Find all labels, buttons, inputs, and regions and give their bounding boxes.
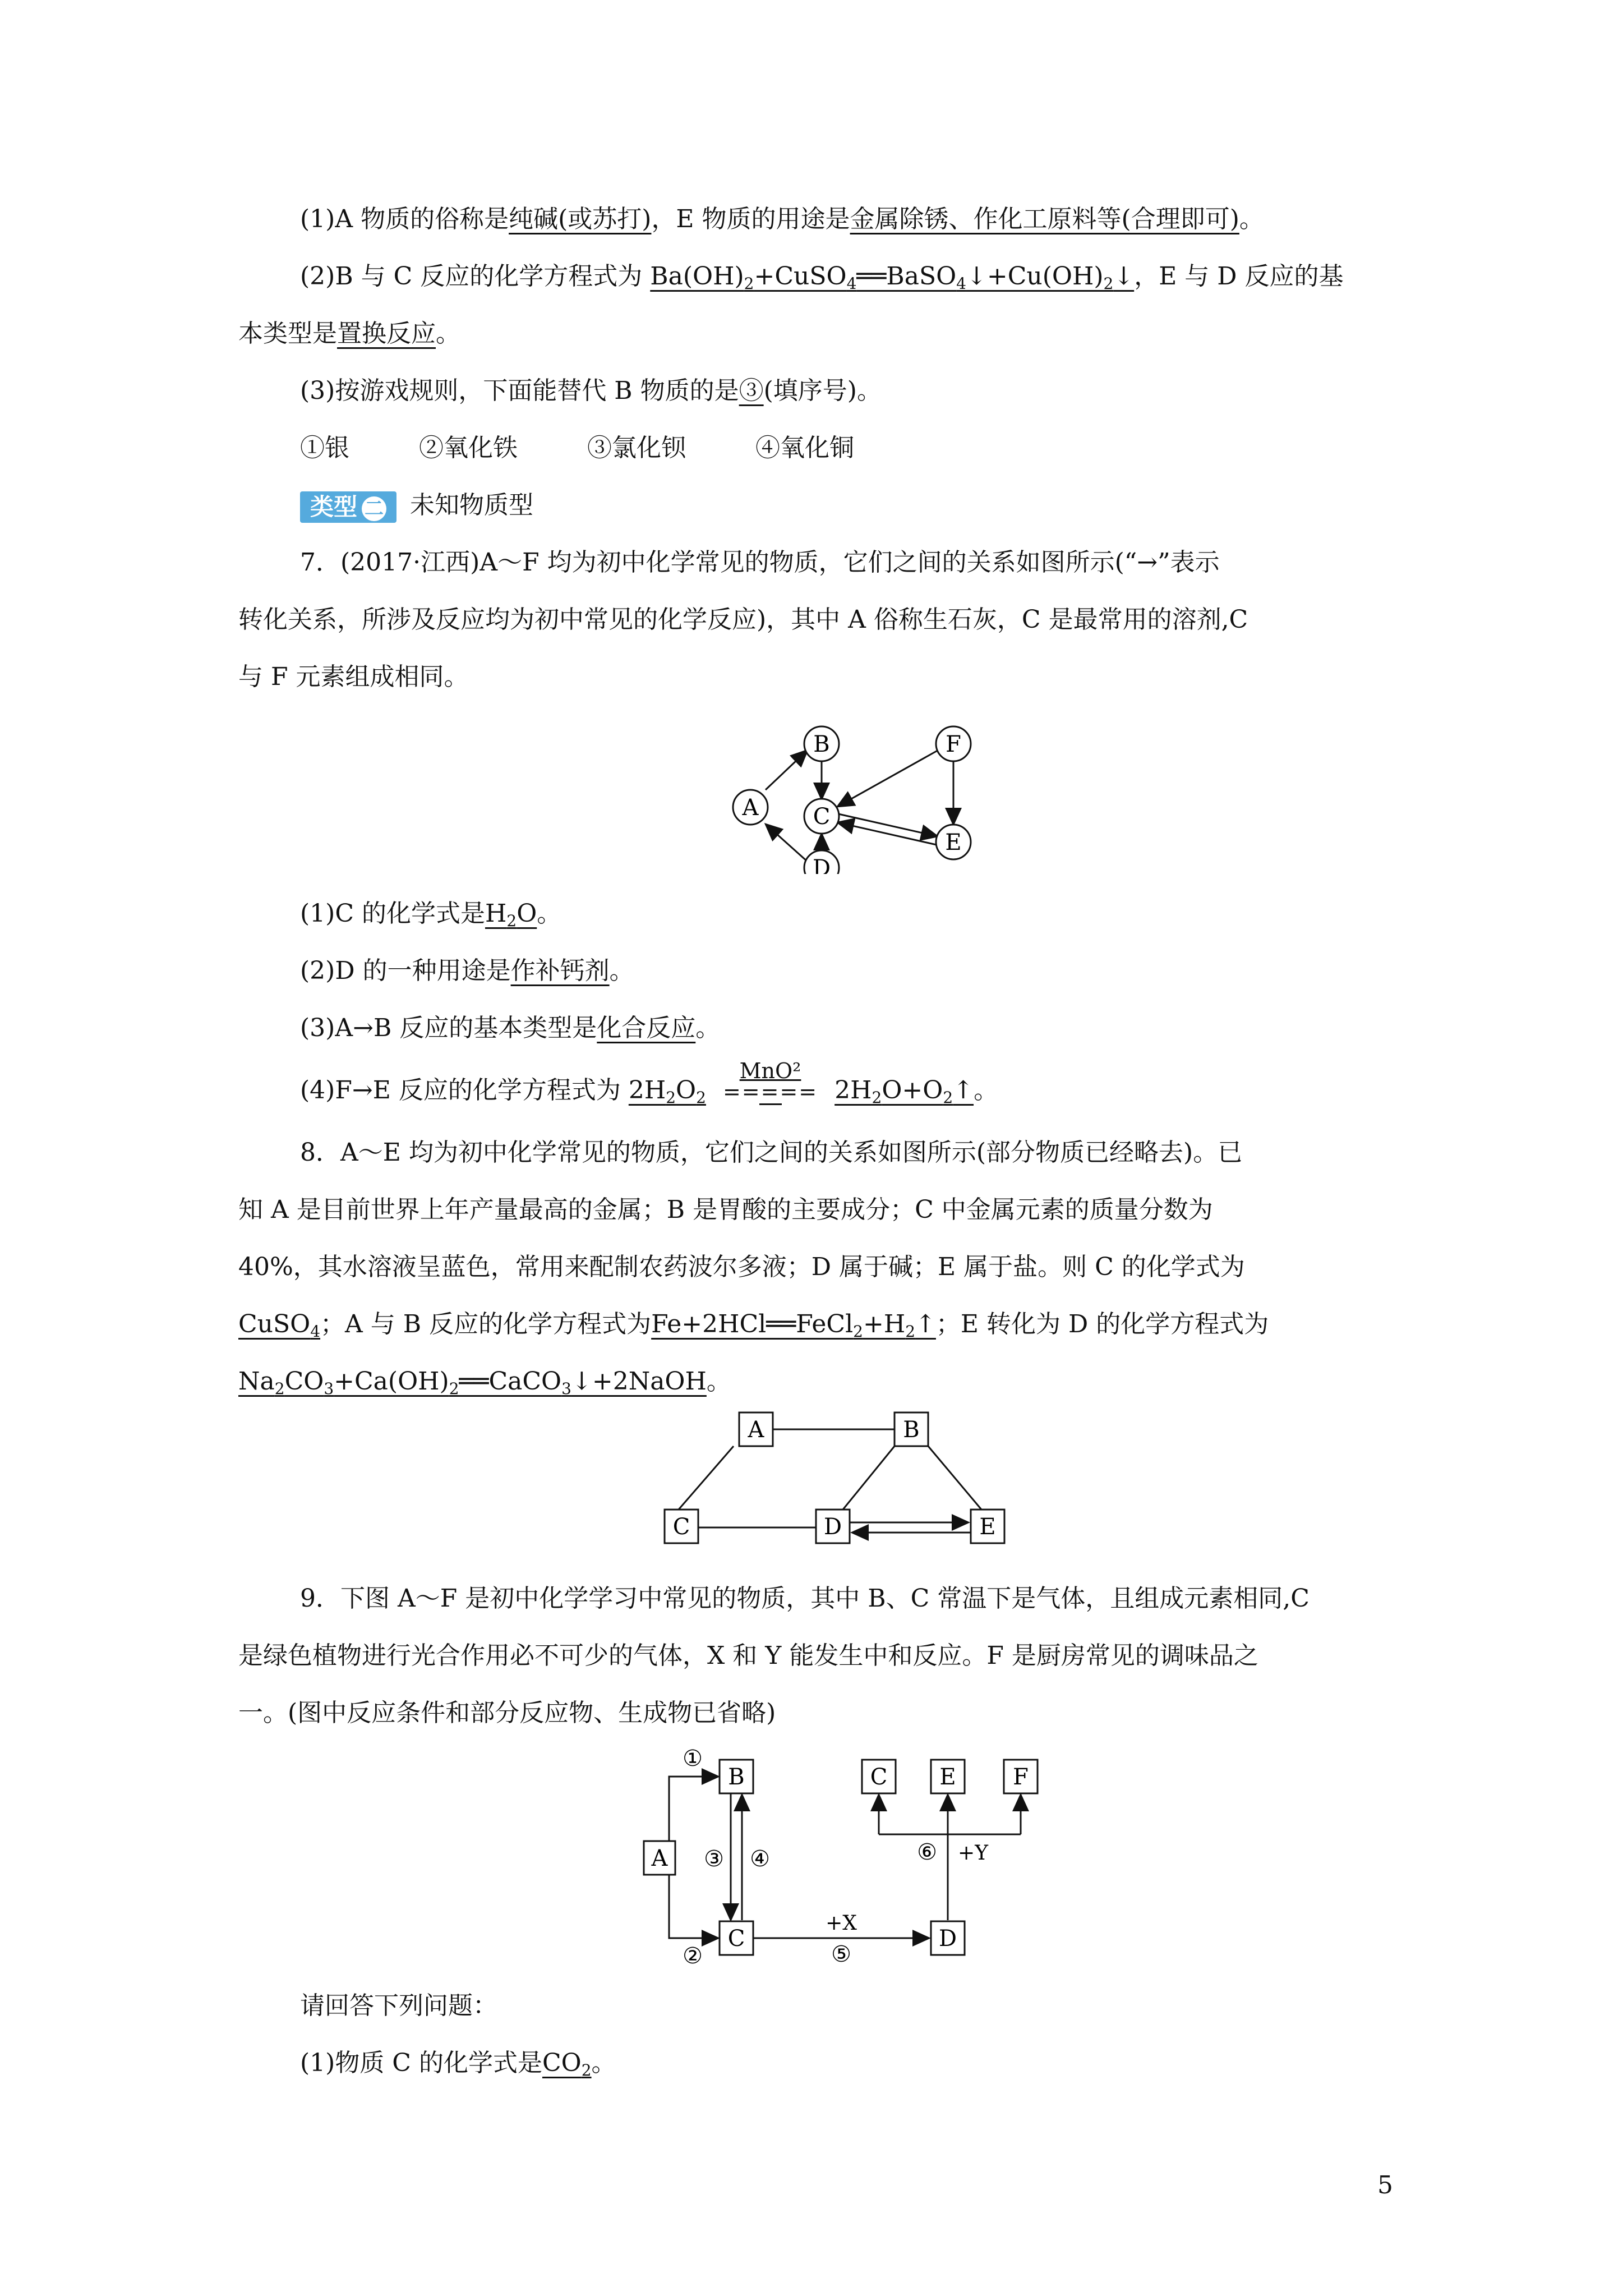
q7-stem-1: 7．(2017·江西)A～F 均为初中化学常见的物质，它们之间的关系如图所示(“→”表示 (300, 548, 1220, 577)
node-e (936, 825, 971, 859)
type-badge (300, 491, 396, 523)
answer-blank (651, 1310, 936, 1341)
edge-d-a (766, 824, 808, 862)
eq-part: ↑ (953, 1076, 974, 1105)
eq-part: 2H (834, 1076, 872, 1105)
q7-answer-4 (238, 1057, 1394, 1124)
eq-sub: 2 (696, 1088, 706, 1107)
q7-stem-3: 与 F 元素组成相同。 (238, 662, 469, 691)
label-5: ⑤ (831, 1941, 851, 1966)
text: (2)B 与 C 反应的化学方程式为 (300, 262, 643, 291)
eq-part: O+O (882, 1076, 943, 1105)
text: 。 (591, 2049, 616, 2077)
text: 。 (436, 319, 460, 348)
eq-sub: 4 (310, 1322, 321, 1341)
node-d (804, 850, 839, 874)
node-label: B (813, 731, 830, 757)
text: (1)A 物质的俗称是 (300, 205, 509, 233)
label-1: ① (683, 1746, 703, 1772)
text: 。 (974, 1076, 999, 1105)
eq-part: ══BaSO (856, 262, 957, 291)
text: 本类型是 (238, 319, 337, 348)
eq-part: O (676, 1076, 697, 1105)
type-header (238, 477, 1394, 534)
q8-relation-graph (238, 1410, 1394, 1559)
node-label: F (1013, 1764, 1029, 1790)
text: (2)D 的一种用途是 (300, 956, 511, 985)
answer-blank: 纯碱(或苏打) (509, 205, 652, 233)
eq-part: Fe+2HCl══FeCl (651, 1310, 854, 1338)
node-label: E (979, 1514, 996, 1540)
page-number: 5 (1377, 2171, 1393, 2200)
node-label: A (742, 795, 759, 821)
text: (3)A→B 反应的基本类型是 (300, 1014, 597, 1042)
node-c (665, 1510, 698, 1543)
node-label: B (728, 1764, 745, 1790)
eq-sub: 2 (744, 274, 754, 293)
label-plus-y: +Y (958, 1842, 988, 1865)
answer-blank (485, 899, 537, 928)
node-label: E (945, 830, 962, 855)
q7-relation-graph (238, 706, 1394, 874)
q8-stem-1: 8．A～E 均为初中化学常见的物质，它们之间的关系如图所示(部分物质已经略去)。已 (300, 1138, 1243, 1167)
eq-part: CO (542, 2049, 582, 2077)
label-plus-x: +X (826, 1912, 857, 1935)
answer-blank: 作补钙剂 (510, 956, 610, 985)
eq-sub: 2 (1103, 274, 1114, 293)
node-label: F (946, 731, 961, 757)
eq-sub: 3 (324, 1379, 334, 1398)
eq-sub: 2 (853, 1322, 863, 1341)
eq-sign: ===== (722, 1079, 818, 1104)
badge-number: 二 (362, 496, 386, 521)
node-a (733, 790, 768, 825)
answer-blank: 化合反应 (597, 1014, 696, 1042)
node-e (971, 1510, 1004, 1543)
eq-sub: 2 (666, 1088, 676, 1107)
eq-sub: 2 (449, 1379, 459, 1398)
node-label: C (870, 1764, 888, 1790)
eq-part: CO (284, 1367, 324, 1396)
type-title: 未知物质型 (410, 491, 534, 519)
q6-answer-3 (238, 362, 1394, 420)
q8-stem-4 (238, 1296, 1394, 1353)
text: ；E 转化为 D 的化学方程式为 (935, 1310, 1269, 1338)
edge-b-d (843, 1446, 895, 1510)
q8-stem-3: 40%，其水溶液呈蓝色，常用来配制农药波尔多液；D 属于碱；E 属于盐。则 C 的化学式为 (238, 1253, 1245, 1281)
text: 。 (609, 956, 634, 985)
eq-part: +H (863, 1310, 906, 1338)
eq-sub: 3 (561, 1379, 571, 1398)
eq-part: Na (238, 1367, 275, 1396)
answer-blank: 置换反应 (337, 319, 436, 348)
eq-left (629, 1076, 706, 1105)
text: ；A 与 B 反应的化学方程式为 (320, 1310, 652, 1338)
option: ①银 (300, 434, 349, 462)
node-label: D (823, 1514, 842, 1540)
answer-blank (238, 1310, 321, 1341)
edge-b-e (928, 1446, 981, 1510)
eq-sub: 2 (581, 2061, 592, 2079)
label-4: ④ (750, 1846, 770, 1872)
eq-part: O (517, 899, 537, 928)
node-b (895, 1412, 928, 1446)
page-content (238, 191, 1394, 2092)
node-label: C (813, 804, 831, 830)
text: 。 (1239, 205, 1264, 233)
eq-part: +Ca(OH) (334, 1367, 449, 1396)
text: (填序号)。 (763, 376, 882, 405)
node-f (1004, 1760, 1038, 1793)
option: ③氯化钡 (587, 434, 686, 462)
q9-stem-1: 9．下图 A～F 是初中化学学习中常见的物质，其中 B、C 常温下是气体，且组成元素相同,C (300, 1584, 1310, 1613)
eq-part: CuSO (238, 1310, 311, 1338)
option: ②氧化铁 (419, 434, 518, 462)
answer-blank (238, 1367, 707, 1396)
text: (1)C 的化学式是 (300, 899, 485, 928)
node-b (720, 1760, 753, 1793)
eq-sub: 4 (846, 274, 857, 293)
eq-part: Ba(OH) (650, 262, 744, 291)
eq-part: 2H (628, 1076, 666, 1105)
q7-stem-2: 转化关系，所涉及反应均为初中常见的化学反应)，其中 A 俗称生石灰，C 是最常用的溶剂,C (238, 605, 1248, 634)
eq-sub: 2 (905, 1322, 916, 1341)
node-a (739, 1412, 773, 1446)
q9-relation-graph (238, 1742, 1394, 1966)
node-a (644, 1841, 675, 1875)
eq-right (834, 1076, 974, 1105)
eq-part: H (485, 899, 507, 928)
edge-a-b (669, 1777, 718, 1841)
node-d (816, 1510, 850, 1543)
eq-part: ↓+Cu(OH) (966, 262, 1104, 291)
node-f (936, 726, 971, 761)
eq-part: ↑ (915, 1310, 936, 1338)
catalyst-label: MnO² (739, 1059, 801, 1083)
eq-part: ══CaCO (459, 1367, 562, 1396)
eq-sub: 2 (943, 1088, 953, 1107)
node-label: A (748, 1417, 764, 1443)
text: 。 (695, 1014, 721, 1042)
answer-blank: ③ (739, 376, 764, 405)
node-label: C (727, 1926, 745, 1952)
eq-sub: 2 (506, 912, 517, 930)
text: ，E 物质的用途是 (651, 205, 850, 233)
equation-answer (650, 262, 1134, 291)
text: (3)按游戏规则，下面能替代 B 物质的是 (300, 376, 739, 405)
text: 。 (706, 1367, 731, 1396)
q8-diagram (238, 1410, 1394, 1559)
q7-answer-3 (238, 1000, 1394, 1057)
option: ④氧化铜 (755, 434, 854, 462)
q8-stem-5 (238, 1353, 1394, 1410)
text: (4)F→E 反应的化学方程式为 (300, 1076, 621, 1105)
label-2: ② (683, 1943, 703, 1966)
label-6: ⑥ (917, 1839, 937, 1865)
node-e (931, 1760, 965, 1793)
edge-a-c (669, 1875, 718, 1938)
edge-f-c (837, 749, 940, 807)
node-label: D (938, 1926, 957, 1952)
node-c (720, 1921, 753, 1955)
q6-answer-2 (238, 248, 1394, 305)
q6-answer-1 (238, 191, 1394, 248)
badge-label: 类型 (310, 493, 358, 521)
node-label: E (939, 1764, 956, 1790)
q9-diagram (238, 1742, 1394, 1966)
node-label: A (651, 1846, 668, 1871)
eq-part: ↓+2NaOH (571, 1367, 707, 1396)
q6-options (238, 420, 1394, 477)
text: ，E 与 D 反应的基 (1134, 262, 1344, 291)
node-label: D (812, 855, 831, 874)
node-c (804, 799, 839, 834)
q8-stem-2: 知 A 是目前世界上年产量最高的金属；B 是胃酸的主要成分；C 中金属元素的质量分数为 (238, 1195, 1213, 1224)
answer-blank: 金属除锈、作化工原料等(合理即可) (850, 205, 1239, 233)
q7-answer-2 (238, 942, 1394, 1000)
node-label: B (903, 1417, 920, 1443)
answer-blank (542, 2049, 592, 2077)
eq-sub: 2 (872, 1088, 882, 1107)
edge-a-c (679, 1446, 734, 1510)
text: 。 (537, 899, 562, 928)
q9-answer-1 (238, 2035, 1394, 2092)
eq-part: +CuSO (754, 262, 847, 291)
edge-a-b (766, 750, 808, 790)
q7-answer-1 (238, 885, 1394, 942)
eq-sub: 2 (274, 1379, 285, 1398)
node-c-product (862, 1760, 896, 1793)
text: (1)物质 C 的化学式是 (300, 2049, 542, 2077)
node-label: C (672, 1514, 690, 1540)
q7-diagram (238, 706, 1394, 874)
q9-stem-3: 一。(图中反应条件和部分反应物、生成物已省略) (238, 1699, 776, 1727)
label-3: ③ (704, 1846, 724, 1872)
q6-answer-2-cont (238, 305, 1394, 362)
eq-condition (723, 1059, 818, 1105)
eq-part: ↓ (1113, 262, 1135, 291)
node-b (804, 726, 839, 761)
q9-stem-2: 是绿色植物进行光合作用必不可少的气体，X 和 Y 能发生中和反应。F 是厨房常见的调味品之 (238, 1641, 1258, 1670)
eq-sub: 4 (956, 274, 966, 293)
node-d (931, 1921, 965, 1955)
q9-prompt: 请回答下列问题： (300, 1991, 497, 2020)
